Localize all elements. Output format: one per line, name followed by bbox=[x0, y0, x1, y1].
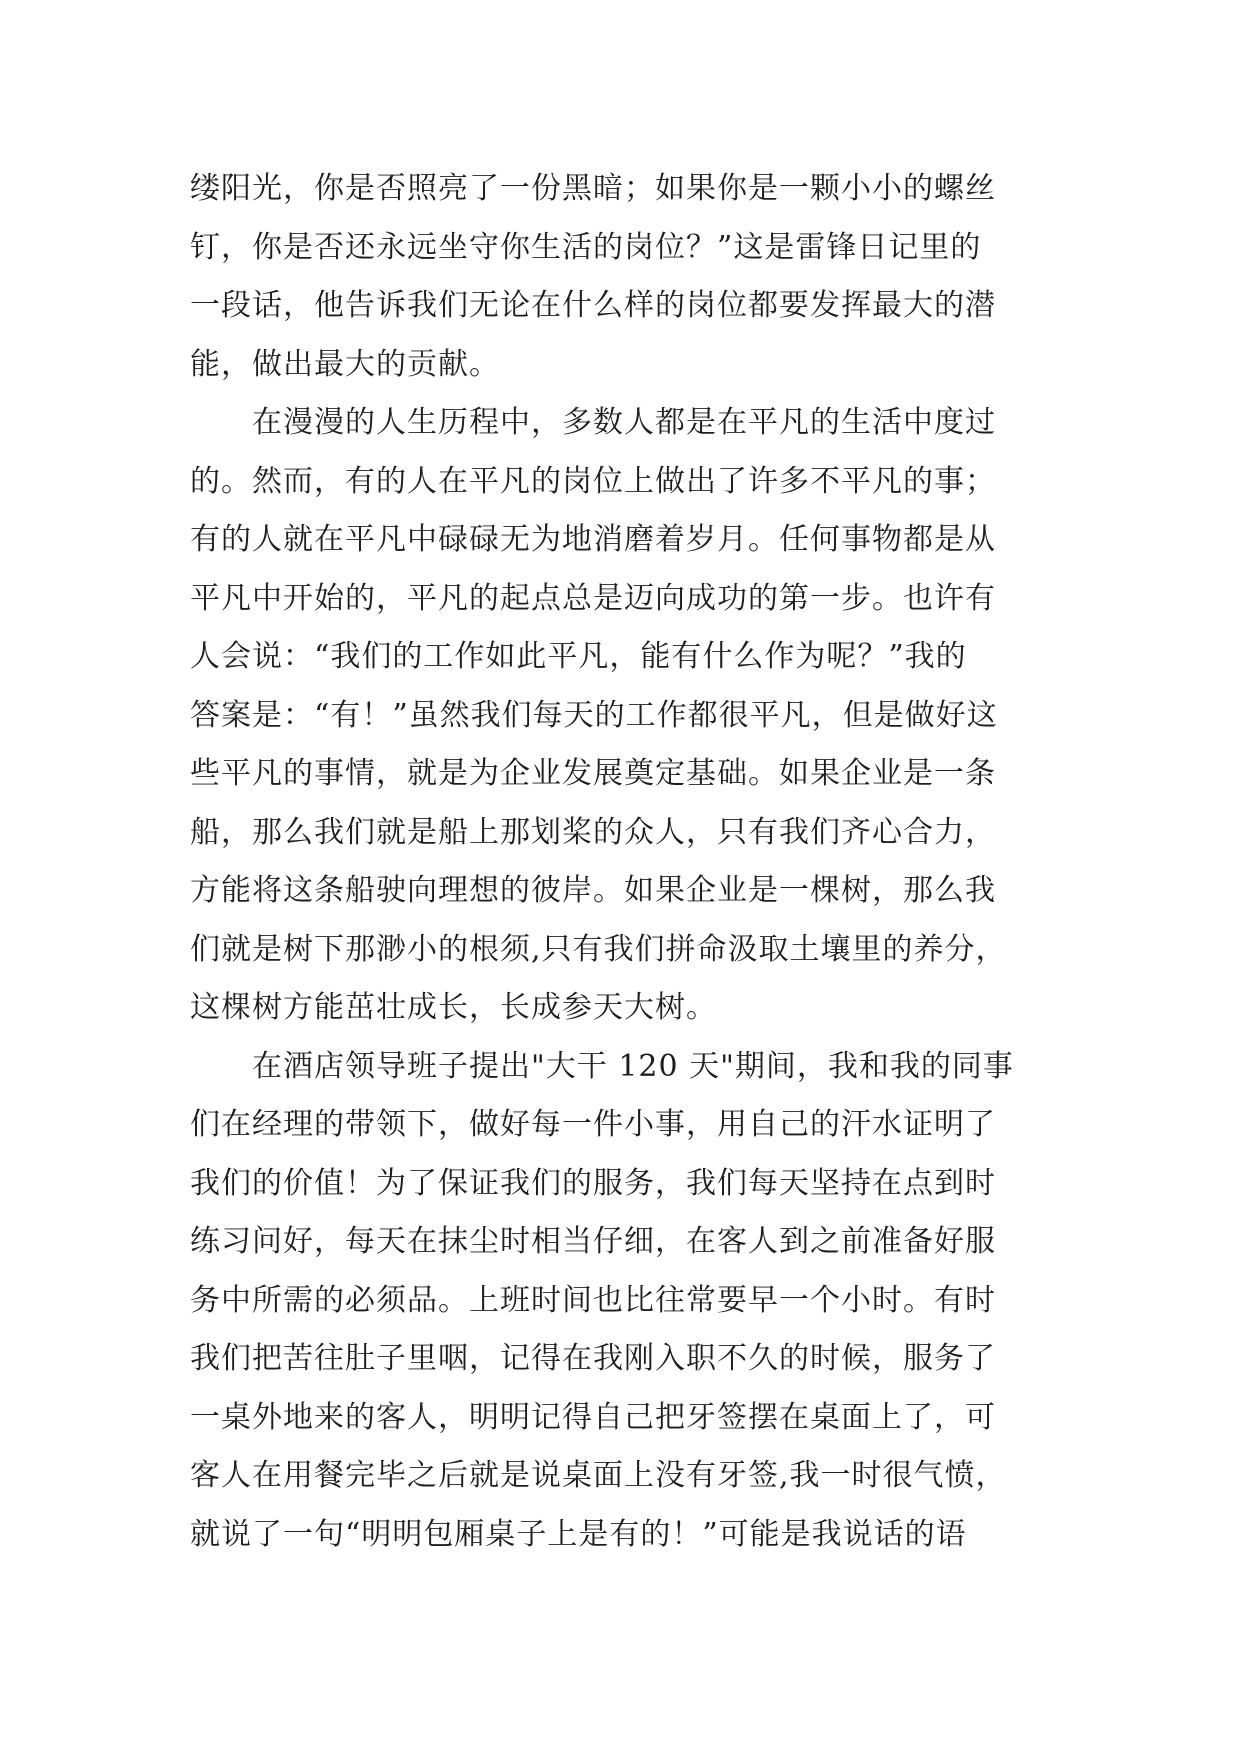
text-line: 一段话，他告诉我们无论在什么样的岗位都要发挥最大的潜 bbox=[190, 288, 996, 323]
text-line: 客人在用餐完毕之后就是说桌面上没有牙签,我一时很气愤， bbox=[190, 1458, 1007, 1493]
body-text bbox=[190, 160, 1070, 1564]
text-line: 的。然而，有的人在平凡的岗位上做出了许多不平凡的事； bbox=[190, 463, 996, 499]
text-line: 一桌外地来的客人，明明记得自己把牙签摆在桌面上了，可 bbox=[190, 1399, 996, 1435]
text-line: 有的人就在平凡中碌碌无为地消磨着岁月。任何事物都是从 bbox=[190, 522, 996, 557]
text-line: 务中所需的必须品。上班时间也比往常要早一个小时。有时 bbox=[190, 1282, 996, 1318]
text-line: 方能将这条船驶向理想的彼岸。如果企业是一棵树，那么我 bbox=[190, 873, 996, 908]
text-line: 人会说：“我们的工作如此平凡，能有什么作为呢？”我的 bbox=[190, 639, 967, 674]
text-line: 在漫漫的人生历程中，多数人都是在平凡的生活中度过 bbox=[190, 405, 996, 440]
text-line: 钉，你是否还永远坐守你生活的岗位？”这是雷锋日记里的 bbox=[190, 229, 982, 265]
text-line: 在酒店领导班子提出"大干 120 天"期间，我和我的同事 bbox=[190, 1048, 1014, 1084]
text-line: 能，做出最大的贡献。 bbox=[190, 346, 500, 382]
text-line: 就说了一句“明明包厢桌子上是有的！”可能是我说话的语 bbox=[190, 1516, 967, 1552]
text-line: 们就是树下那渺小的根须,只有我们拼命汲取土壤里的养分， bbox=[190, 931, 1007, 967]
text-line: 们在经理的带领下，做好每一件小事，用自己的汗水证明了 bbox=[190, 1107, 996, 1142]
text-line: 我们的价值！为了保证我们的服务，我们每天坚持在点到时 bbox=[190, 1165, 996, 1201]
text-line: 这棵树方能茁壮成长，长成参天大树。 bbox=[190, 990, 717, 1025]
text-line: 缕阳光，你是否照亮了一份黑暗；如果你是一颗小小的螺丝 bbox=[190, 171, 996, 206]
text-line: 答案是：“有！”虽然我们每天的工作都很平凡，但是做好这 bbox=[190, 697, 998, 733]
text-line: 船，那么我们就是船上那划桨的众人，只有我们齐心合力， bbox=[190, 814, 996, 850]
text-line: 些平凡的事情，就是为企业发展奠定基础。如果企业是一条 bbox=[190, 756, 996, 791]
text-line: 平凡中开始的，平凡的起点总是迈向成功的第一步。也许有 bbox=[190, 580, 996, 616]
text-line: 我们把苦往肚子里咽，记得在我刚入职不久的时候，服务了 bbox=[190, 1341, 996, 1376]
text-line: 练习问好，每天在抹尘时相当仔细，在客人到之前准备好服 bbox=[190, 1224, 996, 1259]
